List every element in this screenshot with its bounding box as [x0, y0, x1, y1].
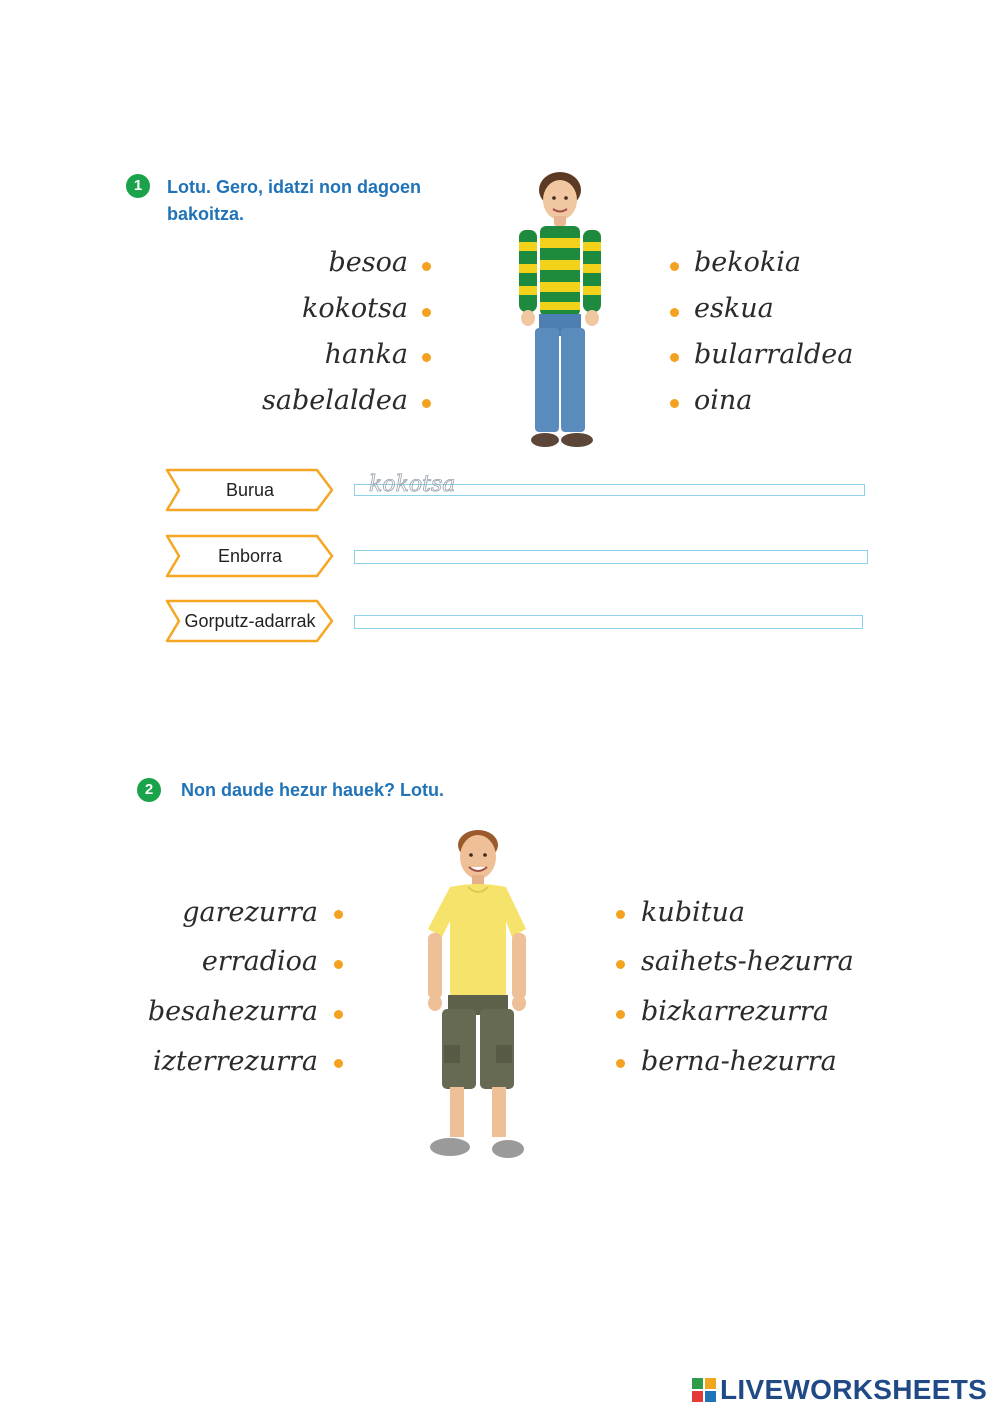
bone-word-right[interactable]: kubitua	[641, 897, 746, 928]
liveworksheets-logo-icon	[692, 1378, 716, 1402]
match-dot[interactable]	[422, 262, 431, 271]
category-tag-limbs	[165, 599, 335, 643]
answer-line-limbs[interactable]	[354, 615, 863, 629]
bone-word-right[interactable]: bizkarrezurra	[641, 996, 829, 1027]
match-dot[interactable]	[616, 1059, 625, 1068]
exercise-1-title	[167, 174, 421, 228]
category-tag-label: Burua	[225, 480, 275, 500]
bone-word-right[interactable]: saihets-hezurra	[641, 946, 854, 977]
match-dot[interactable]	[616, 910, 625, 919]
bone-word-right[interactable]: berna-hezurra	[641, 1046, 837, 1077]
bone-word-left[interactable]: besahezurra	[147, 996, 318, 1027]
answer-line-trunk[interactable]	[354, 550, 868, 564]
match-dot[interactable]	[670, 399, 679, 408]
match-word-left[interactable]: hanka	[324, 339, 408, 370]
watermark-text: LIVEWORKSHEETS	[720, 1374, 988, 1405]
exercise-2-number: 2	[137, 778, 161, 802]
match-dot[interactable]	[334, 960, 343, 969]
match-word-right[interactable]: bularraldea	[694, 339, 854, 370]
category-tag-label: Enborra	[217, 546, 283, 566]
category-tag-label: Gorputz-adarrak	[184, 611, 316, 631]
match-word-right[interactable]: eskua	[694, 293, 774, 324]
match-dot[interactable]	[334, 1059, 343, 1068]
match-dot[interactable]	[670, 308, 679, 317]
category-tag-trunk	[165, 534, 335, 578]
match-dot[interactable]	[422, 353, 431, 362]
boy-striped-shirt-illustration	[505, 168, 605, 453]
match-dot[interactable]	[616, 1010, 625, 1019]
match-dot[interactable]	[422, 399, 431, 408]
match-word-right[interactable]: oina	[694, 385, 753, 416]
answer-line-head[interactable]: kokotsa	[354, 484, 865, 496]
match-dot[interactable]	[334, 1010, 343, 1019]
match-word-left[interactable]: besoa	[328, 247, 408, 278]
match-dot[interactable]	[616, 960, 625, 969]
exercise-1-number: 1	[126, 174, 150, 198]
exercise-1-title-line1: Lotu. Gero, idatzi non dagoen	[167, 177, 421, 197]
match-dot[interactable]	[422, 308, 431, 317]
exercise-1-title-line2: bakoitza.	[167, 204, 245, 224]
match-word-right[interactable]: bekokia	[694, 247, 801, 278]
bone-word-left[interactable]: garezurra	[182, 897, 318, 928]
category-tag-head	[165, 468, 335, 512]
match-dot[interactable]	[670, 262, 679, 271]
match-dot[interactable]	[670, 353, 679, 362]
liveworksheets-watermark	[692, 1373, 992, 1407]
exercise-2-title: Non daude hezur hauek? Lotu.	[181, 780, 445, 800]
match-dot[interactable]	[334, 910, 343, 919]
bone-word-left[interactable]: erradioa	[201, 946, 318, 977]
match-word-left[interactable]: kokotsa	[301, 293, 408, 324]
boy-yellow-shirt-illustration	[420, 825, 532, 1165]
match-word-left[interactable]: sabelaldea	[262, 385, 408, 416]
bone-word-left[interactable]: izterrezurra	[152, 1046, 318, 1077]
